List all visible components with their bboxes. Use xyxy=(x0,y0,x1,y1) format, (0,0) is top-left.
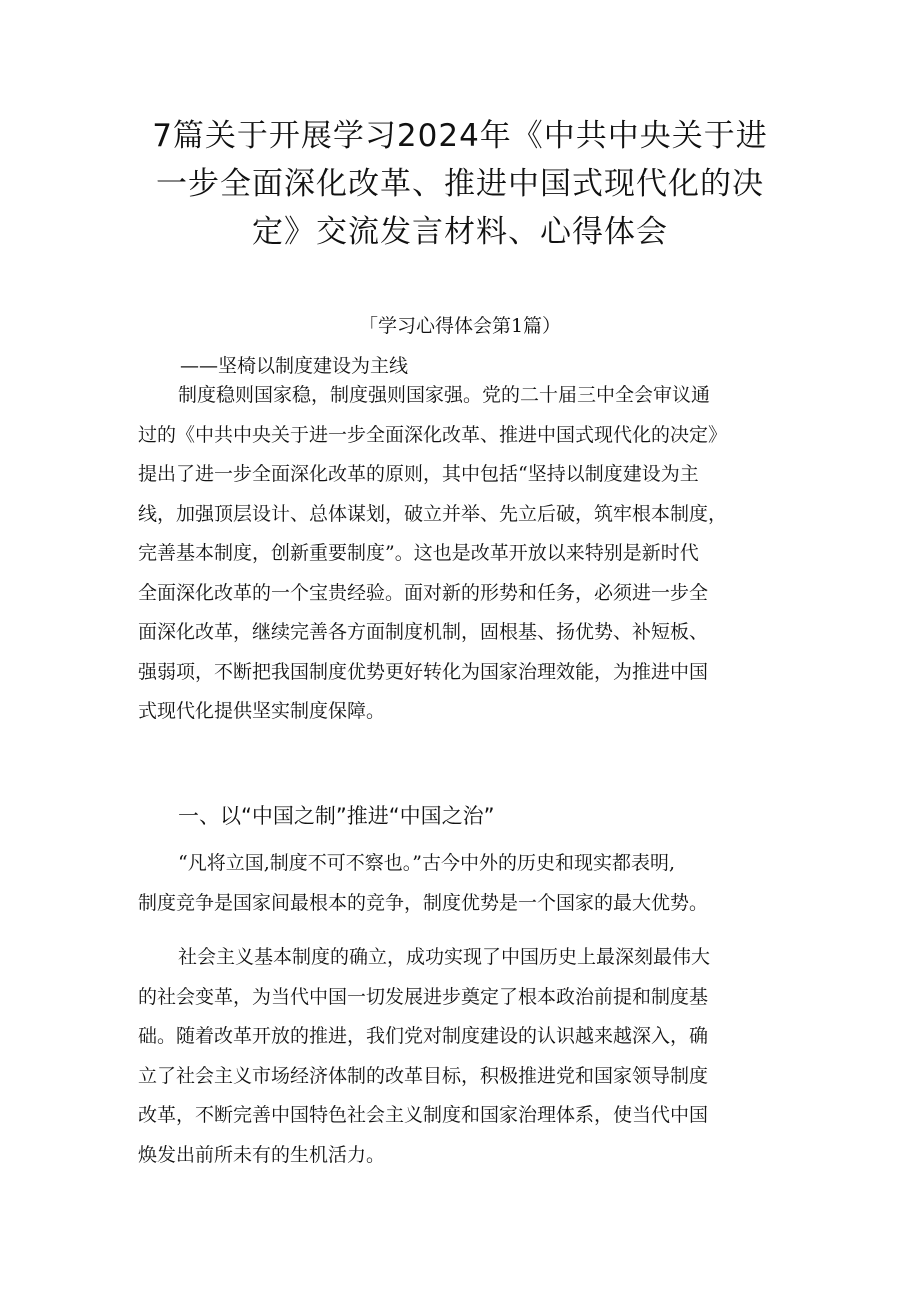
paragraph-line: 过的《中共中央关于进一步全面深化改革、推进中国式现代化的决定》 xyxy=(138,423,728,446)
title-line: 一步全面深化改革、推进中国式现代化的决 xyxy=(156,166,764,202)
paragraph-line: 线，加强顶层设计、总体谋划，破立并举、先立后破，筑牢根本制度， xyxy=(138,502,728,525)
paragraph-line: 社会主义基本制度的确立，成功实现了中国历史上最深刻最伟大 xyxy=(178,946,711,968)
paragraph-line: 完善基本制度，创新重要制度”。这也是改革开放以来特别是新时代 xyxy=(138,542,699,564)
title-line: 定》交流发言材料、心得体会 xyxy=(252,214,668,250)
paragraph-1 xyxy=(138,376,798,732)
paragraph-line: 制度竞争是国家间最根本的竞争，制度优势是一个国家的最大优势。 xyxy=(138,891,709,914)
paragraph-line: “凡将立国,制度不可不察也。”古今中外的历史和现实都表明, xyxy=(178,852,676,874)
paragraph-line: 式现代化提供坚实制度保障。 xyxy=(138,700,386,722)
paragraph-line: 焕发出前所未有的生机活力。 xyxy=(138,1143,386,1166)
paragraph-line: 提出了进一步全面深化改革的原则，其中包括“坚持以制度建设为主 xyxy=(138,463,699,485)
paragraph-line: 的社会变革，为当代中国一切发展进步奠定了根本政治前提和制度基 xyxy=(138,985,709,1008)
paragraph-line: 面深化改革，继续完善各方面制度机制，固根基、扬优势、补短板、 xyxy=(138,621,709,643)
paragraph-line: 全面深化改革的一个宝贵经验。面对新的形势和任务，必须进一步全 xyxy=(138,581,709,604)
section-heading-1: 一、以“中国之制”推进“中国之治” xyxy=(178,804,495,828)
paragraph-3 xyxy=(138,938,798,1175)
paragraph-line: 立了社会主义市场经济体制的改革目标，积极推进党和国家领导制度 xyxy=(138,1064,709,1087)
paragraph-line: 改革，不断完善中国特色社会主义制度和国家治理体系，使当代中国 xyxy=(138,1104,709,1126)
section-label: 「学习心得体会第1篇） xyxy=(358,315,562,337)
paragraph-2 xyxy=(138,844,798,923)
paragraph-line: 制度稳则国家稳，制度强则国家强。党的二十届三中全会审议通 xyxy=(178,384,711,406)
article-subtitle: ——坚椅以制度建设为主线 xyxy=(180,355,409,377)
title-line: 7篇关于开展学习2024年《中共中央关于进 xyxy=(152,118,768,154)
document-title xyxy=(110,112,810,256)
paragraph-line: 强弱项，不断把我国制度优势更好转化为国家治理效能，为推进中国 xyxy=(138,660,709,683)
paragraph-line: 础。随着改革开放的推进，我们党对制度建设的认识越来越深入，确 xyxy=(138,1025,709,1047)
